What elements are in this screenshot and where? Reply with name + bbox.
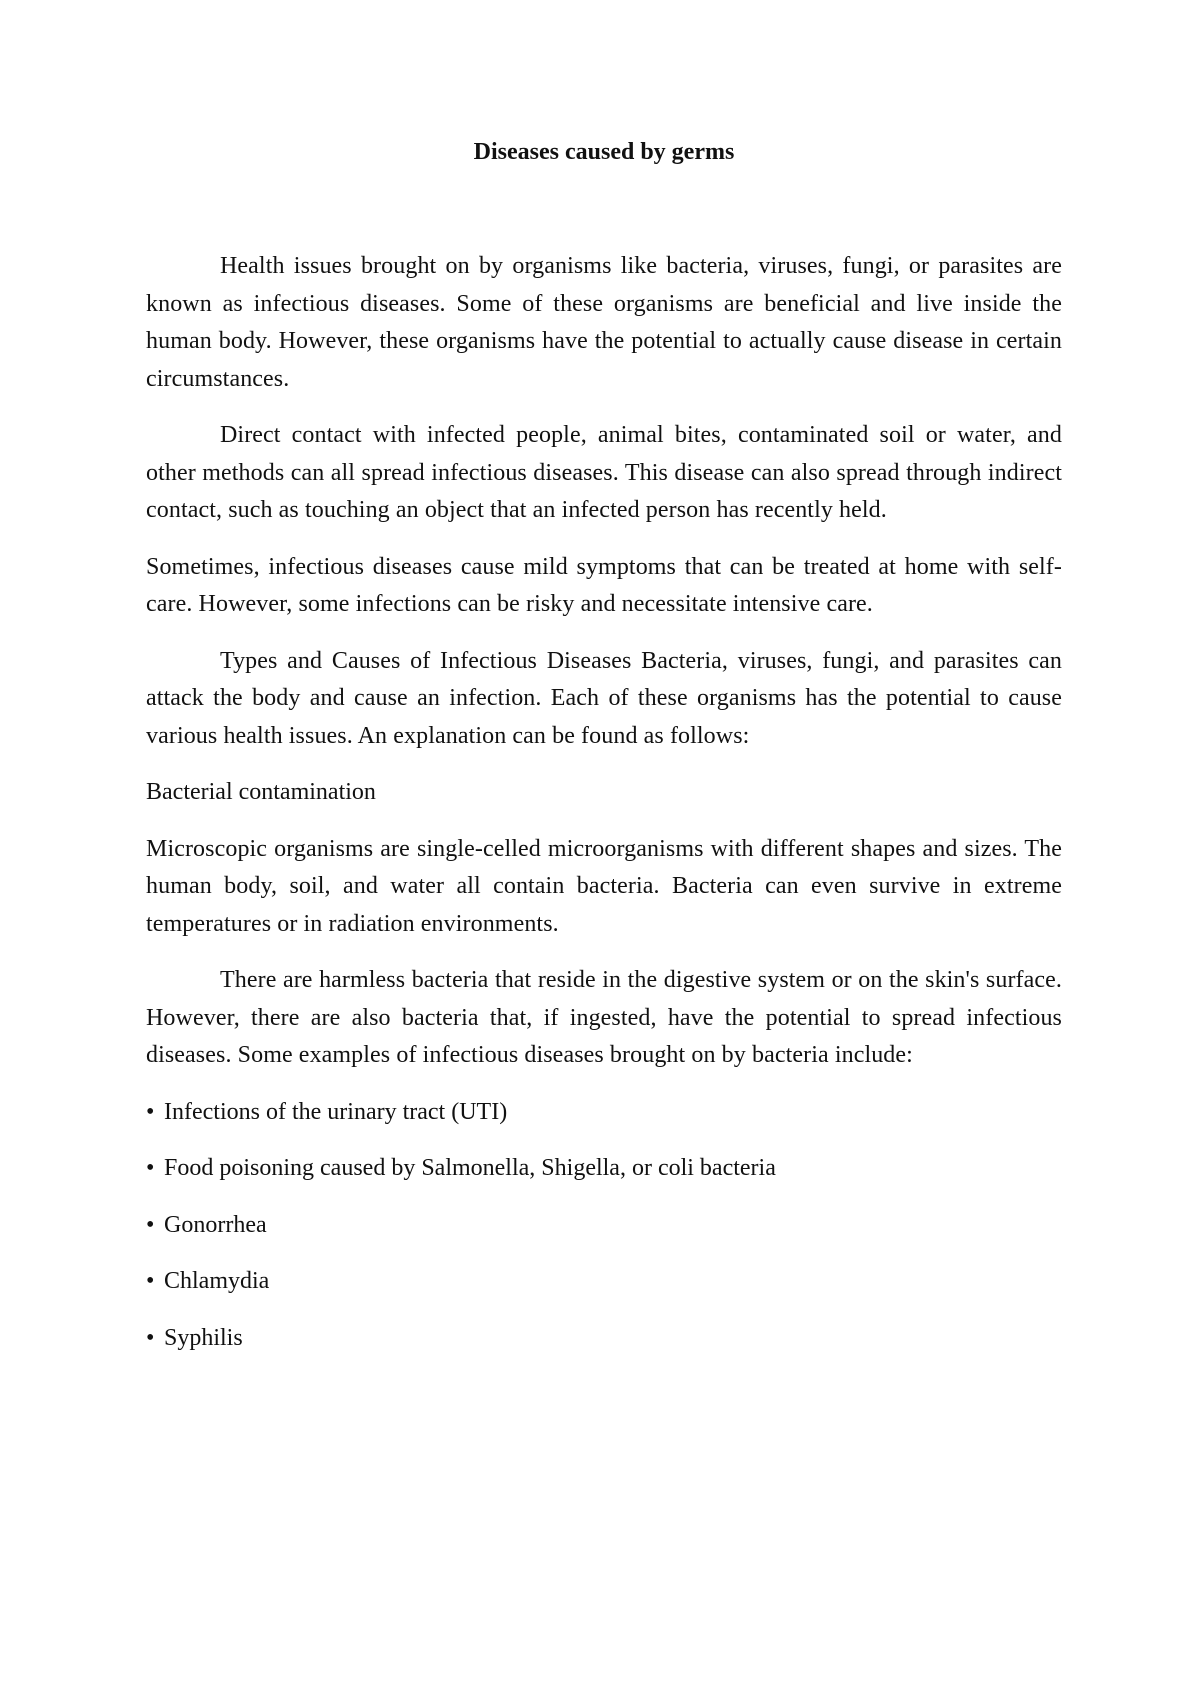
bullet-icon: • <box>146 1324 155 1351</box>
list-item <box>146 1094 1062 1132</box>
list-item-text: Infections of the urinary tract (UTI) <box>164 1098 508 1125</box>
document-page <box>146 134 1062 1376</box>
list-item <box>146 1207 1062 1245</box>
document-title: Diseases caused by germs <box>473 139 735 165</box>
bullet-icon: • <box>146 1268 155 1294</box>
list-item-text: Chlamydia <box>164 1268 270 1294</box>
list-item-text: Food poisoning caused by Salmonella, Shigella, or coli bacteria <box>164 1155 776 1181</box>
section-heading: Bacterial contamination <box>146 779 376 805</box>
bacterial-diseases-list <box>146 1094 1062 1358</box>
list-item <box>146 1320 1062 1358</box>
paragraph-severity: Sometimes, infectious diseases cause mild symptoms that can be treated at home with self-care. However, some infections can be risky and necessitate intensive care. <box>146 553 1062 617</box>
paragraph-transmission: Direct contact with infected people, animal bites, contaminated soil or water, and other methods can all spread infectious diseases. This disease can also spread through indirect contact, such as touching an object that an infected person has recently held. <box>146 422 1062 523</box>
bullet-icon: • <box>146 1098 155 1125</box>
list-item <box>146 1263 1062 1301</box>
bullet-icon: • <box>146 1211 155 1238</box>
list-item <box>146 1150 1062 1188</box>
paragraph-bacteria-examples: There are harmless bacteria that reside in the digestive system or on the skin's surface. However, there are also bacteria that, if ingested, have the potential to spread infectious diseases. Some examples of infectious diseases brought on by bacteria include: <box>146 967 1062 1068</box>
paragraph-bacteria-description: Microscopic organisms are single-celled microorganisms with different shapes and sizes. The human body, soil, and water all contain bacteria. Bacteria can even survive in extreme temperatures or in radiation environments. <box>146 835 1062 937</box>
paragraph-intro: Health issues brought on by organisms like bacteria, viruses, fungi, or parasites are known as infectious diseases. Some of these organisms are beneficial and live inside the human body. However, these organisms have the potential to actually cause disease in certain circumstances. <box>146 253 1062 392</box>
list-item-text: Gonorrhea <box>164 1211 267 1238</box>
paragraph-types-causes: Types and Causes of Infectious Diseases Bacteria, viruses, fungi, and parasites can attack the body and cause an infection. Each of these organisms has the potential to cause various health issues. An explanation can be found as follows: <box>146 647 1062 749</box>
bullet-icon: • <box>146 1155 155 1181</box>
list-item-text: Syphilis <box>164 1324 243 1351</box>
